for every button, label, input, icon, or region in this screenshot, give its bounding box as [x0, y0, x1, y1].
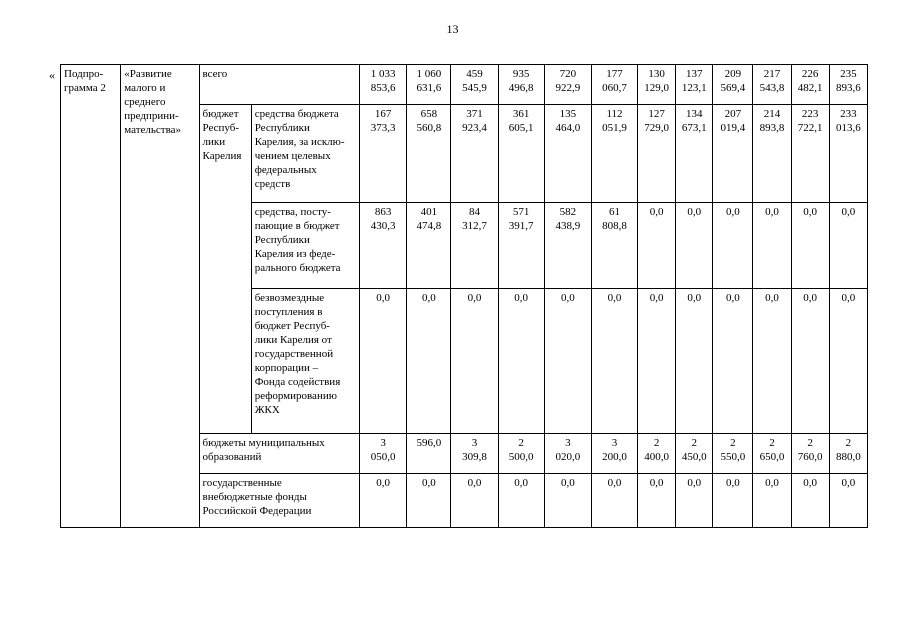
value-cell: 863 430,3 — [360, 203, 407, 289]
value-cell: 235 893,6 — [829, 65, 867, 105]
value-cell: 135 464,0 — [544, 105, 591, 203]
value-cell: 0,0 — [591, 289, 637, 434]
value-cell: 223 722,1 — [791, 105, 829, 203]
value-cell: 2 760,0 — [791, 434, 829, 474]
value-cell: 137 123,1 — [676, 65, 713, 105]
value-cell: 0,0 — [713, 289, 753, 434]
value-cell: 0,0 — [638, 474, 676, 528]
value-cell: 2 550,0 — [713, 434, 753, 474]
value-cell: 720 922,9 — [544, 65, 591, 105]
source-cell: всего — [199, 65, 360, 105]
value-cell: 0,0 — [676, 289, 713, 434]
value-cell: 0,0 — [451, 474, 498, 528]
group-cell: бюджет Респуб- лики Карелия — [199, 105, 251, 434]
value-cell: 127 729,0 — [638, 105, 676, 203]
value-cell: 571 391,7 — [498, 203, 544, 289]
value-cell: 0,0 — [791, 203, 829, 289]
value-cell: 401 474,8 — [407, 203, 451, 289]
source-cell: средства бюджета Республики Карелия, за исклю- чением целевых федеральных средств — [251, 105, 359, 203]
value-cell: 459 545,9 — [451, 65, 498, 105]
value-cell: 0,0 — [753, 289, 791, 434]
source-cell: государственные внебюджетные фонды Российской Федерации — [199, 474, 360, 528]
opening-quote-mark: « — [49, 68, 55, 82]
value-cell: 209 569,4 — [713, 65, 753, 105]
program-name-cell: «Развитие малого и среднего предприни- мательства» — [121, 65, 199, 528]
value-cell: 0,0 — [407, 474, 451, 528]
source-cell: средства, посту- пающие в бюджет Республики Карелия из феде- рального бюджета — [251, 203, 359, 289]
value-cell: 207 019,4 — [713, 105, 753, 203]
value-cell: 84 312,7 — [451, 203, 498, 289]
value-cell: 2 400,0 — [638, 434, 676, 474]
value-cell: 177 060,7 — [591, 65, 637, 105]
value-cell: 134 673,1 — [676, 105, 713, 203]
value-cell: 217 543,8 — [753, 65, 791, 105]
value-cell: 0,0 — [676, 203, 713, 289]
value-cell: 2 500,0 — [498, 434, 544, 474]
page-number: 13 — [446, 22, 459, 36]
value-cell: 167 373,3 — [360, 105, 407, 203]
value-cell: 0,0 — [791, 289, 829, 434]
value-cell: 130 129,0 — [638, 65, 676, 105]
value-cell: 0,0 — [791, 474, 829, 528]
program-cell: Подпро- грамма 2 — [61, 65, 121, 528]
value-cell: 226 482,1 — [791, 65, 829, 105]
value-cell: 582 438,9 — [544, 203, 591, 289]
value-cell: 214 893,8 — [753, 105, 791, 203]
value-cell: 0,0 — [829, 289, 867, 434]
value-cell: 0,0 — [498, 289, 544, 434]
value-cell: 2 650,0 — [753, 434, 791, 474]
source-cell: безвозмездные поступления в бюджет Респуб- лики Карелия от государственной корпорации – Фонда содействия реформированию ЖКХ — [251, 289, 359, 434]
value-cell: 233 013,6 — [829, 105, 867, 203]
value-cell: 0,0 — [544, 289, 591, 434]
value-cell: 2 880,0 — [829, 434, 867, 474]
value-cell: 0,0 — [407, 289, 451, 434]
value-cell: 935 496,8 — [498, 65, 544, 105]
value-cell: 1 033 853,6 — [360, 65, 407, 105]
value-cell: 0,0 — [829, 203, 867, 289]
table-row — [61, 65, 868, 105]
value-cell: 3 309,8 — [451, 434, 498, 474]
value-cell: 0,0 — [591, 474, 637, 528]
value-cell: 3 050,0 — [360, 434, 407, 474]
value-cell: 0,0 — [713, 203, 753, 289]
value-cell: 61 808,8 — [591, 203, 637, 289]
value-cell: 596,0 — [407, 434, 451, 474]
value-cell: 2 450,0 — [676, 434, 713, 474]
value-cell: 0,0 — [498, 474, 544, 528]
value-cell: 0,0 — [638, 289, 676, 434]
source-cell: бюджеты муниципальных образований — [199, 434, 360, 474]
value-cell: 0,0 — [360, 474, 407, 528]
value-cell: 0,0 — [638, 203, 676, 289]
value-cell: 0,0 — [676, 474, 713, 528]
value-cell: 0,0 — [753, 203, 791, 289]
value-cell: 1 060 631,6 — [407, 65, 451, 105]
value-cell: 112 051,9 — [591, 105, 637, 203]
value-cell: 658 560,8 — [407, 105, 451, 203]
value-cell: 0,0 — [753, 474, 791, 528]
value-cell: 0,0 — [451, 289, 498, 434]
value-cell: 361 605,1 — [498, 105, 544, 203]
value-cell: 0,0 — [829, 474, 867, 528]
budget-table — [60, 64, 868, 528]
value-cell: 0,0 — [544, 474, 591, 528]
value-cell: 0,0 — [360, 289, 407, 434]
value-cell: 371 923,4 — [451, 105, 498, 203]
value-cell: 0,0 — [713, 474, 753, 528]
value-cell: 3 020,0 — [544, 434, 591, 474]
value-cell: 3 200,0 — [591, 434, 637, 474]
